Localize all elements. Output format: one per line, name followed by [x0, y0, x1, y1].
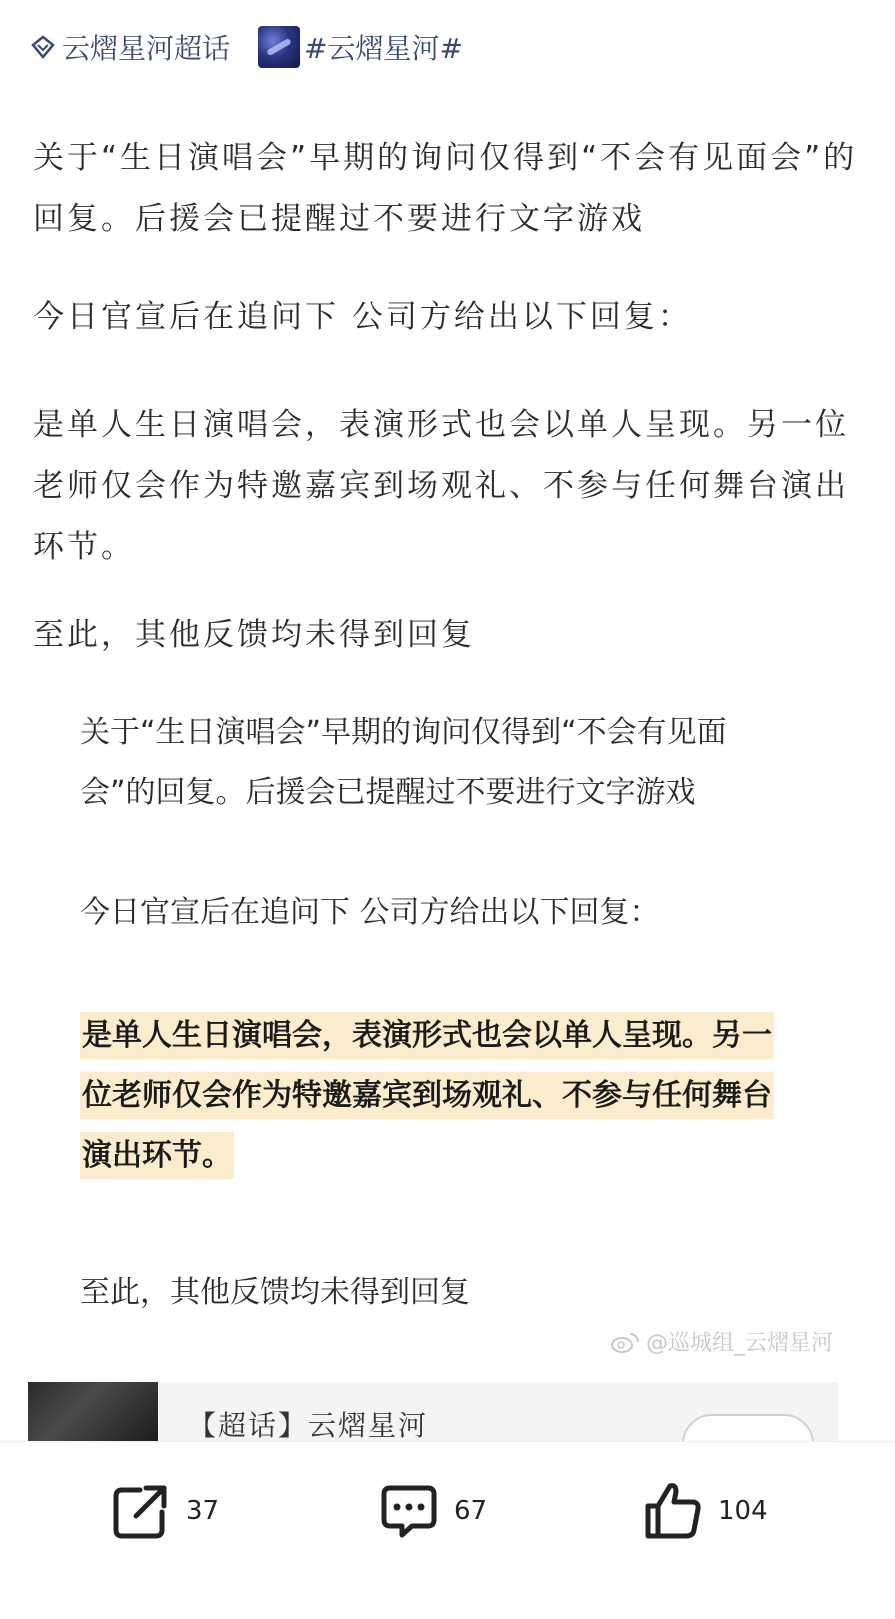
highlighted-paragraph	[80, 1006, 800, 1186]
printed-paragraph-4: 至此，其他反馈均未得到回复	[80, 1275, 470, 1310]
card-cover-image	[28, 1382, 158, 1442]
share-button[interactable]	[110, 1480, 219, 1542]
like-count: 104	[718, 1496, 768, 1526]
topic-thumbnail	[258, 26, 300, 68]
handwritten-paragraph-4: 至此，其他反馈均未得到回复	[33, 617, 475, 653]
card-action-button[interactable]	[682, 1414, 814, 1442]
super-topic-diamond-icon	[30, 34, 56, 60]
handwritten-paragraph-2: 今日官宣后在追问下 公司方给出以下回复：	[33, 299, 692, 335]
card-title: 【超话】云熠星河	[188, 1409, 429, 1442]
comment-icon	[378, 1480, 440, 1542]
highlighted-text: 是单人生日演唱会，表演形式也会以单人呈现。另一位老师仅会作为特邀嘉宾到场观礼、不参与任何舞台演出环节。	[80, 1012, 774, 1179]
handwritten-paragraph-3: 是单人生日演唱会，表演形式也会以单人呈现。另一位老师仅会作为特邀嘉宾到场观礼、不参与任何舞台演出环节。	[33, 407, 849, 565]
comment-button[interactable]	[378, 1480, 487, 1542]
bottom-action-bar	[0, 1442, 895, 1619]
like-button[interactable]	[642, 1480, 768, 1542]
post-header	[30, 22, 463, 72]
printed-paragraph-2: 今日官宣后在追问下 公司方给出以下回复：	[80, 895, 660, 930]
comment-count: 67	[454, 1496, 488, 1526]
hashtag-link[interactable]: #云熠星河#	[304, 32, 463, 65]
weibo-watermark	[610, 1326, 833, 1357]
thumbs-up-icon	[642, 1480, 704, 1542]
watermark-text: @巡城组_云熠星河	[645, 1331, 833, 1356]
super-topic-card[interactable]	[28, 1382, 838, 1442]
printed-paragraph-1: 关于“生日演唱会”早期的询问仅得到“不会有见面会”的回复。后援会已提醒过不要进行文字游戏	[80, 715, 727, 810]
share-icon	[110, 1480, 172, 1542]
handwritten-paragraph-1: 关于“生日演唱会”早期的询问仅得到“不会有见面会”的回复。后援会已提醒过不要进行文字游戏	[33, 140, 858, 237]
super-topic-link[interactable]: 云熠星河超话	[62, 32, 231, 65]
weibo-logo-icon	[610, 1331, 640, 1353]
share-count: 37	[186, 1496, 220, 1526]
